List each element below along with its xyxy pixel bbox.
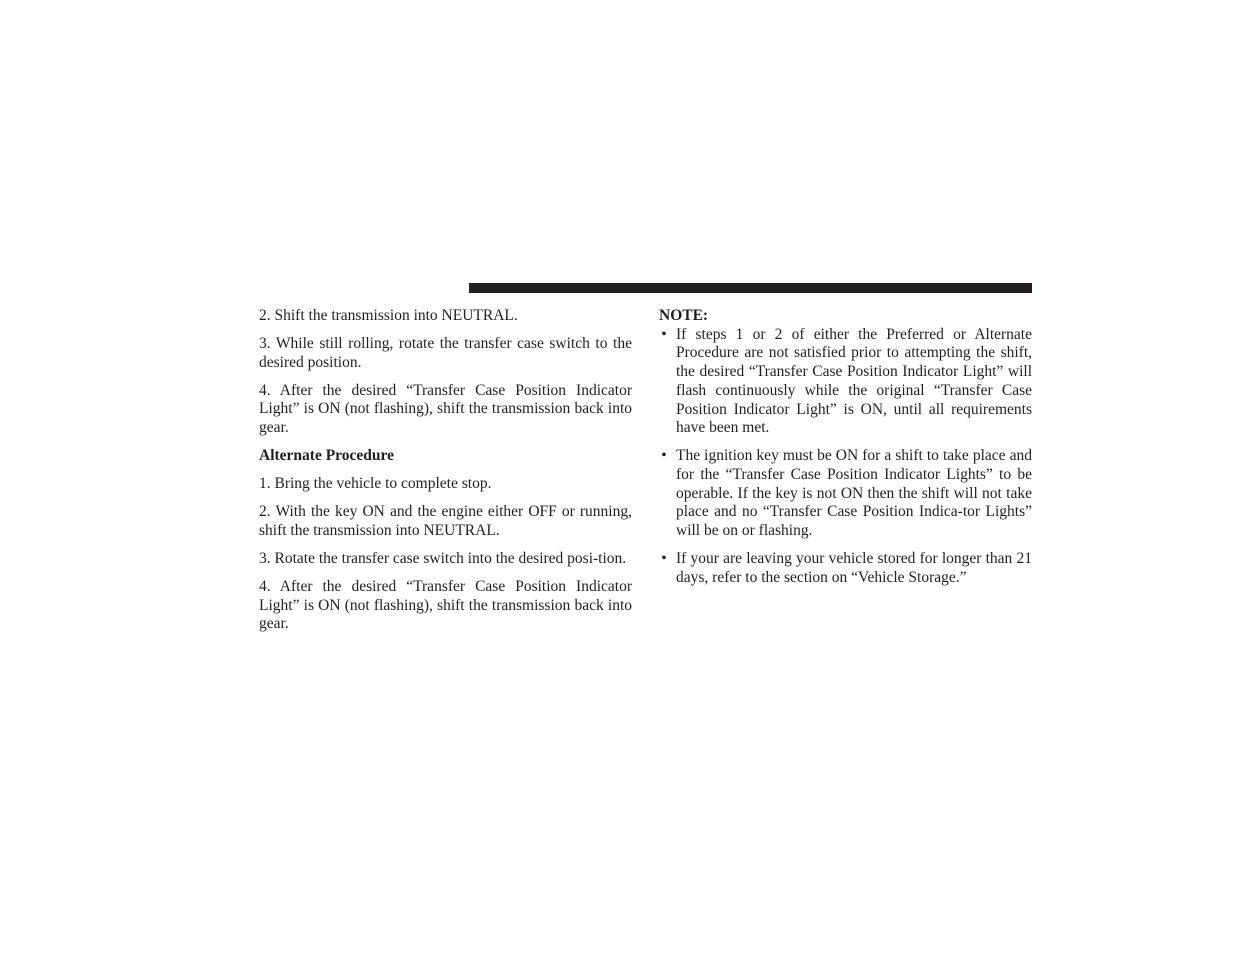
note-item-text: If your are leaving your vehicle stored for longer than 21 days, refer to the section on “Vehicle Storage.”	[676, 550, 1032, 586]
alt-step-4: 4. After the desired “Transfer Case Position Indicator Light” is ON (not flashing), shift the transmission back into gear.	[259, 577, 632, 633]
alternate-procedure-heading: Alternate Procedure	[259, 447, 395, 465]
left-column	[259, 307, 632, 643]
step-3-rotate-switch: 3. While still rolling, rotate the transfer case switch to the desired position.	[259, 335, 632, 371]
note-list	[659, 326, 1032, 588]
bullet-icon: •	[661, 325, 667, 343]
note-heading: NOTE:	[659, 307, 709, 324]
step-2-shift-neutral: 2. Shift the transmission into NEUTRAL.	[259, 307, 518, 324]
right-column	[659, 307, 1032, 597]
step-4-shift-back: 4. After the desired “Transfer Case Position Indicator Light” is ON (not flashing), shift the transmission back into gear.	[259, 381, 632, 437]
note-item-text: If steps 1 or 2 of either the Preferred or Alternate Procedure are not satisfied prior to attempting the shift, the desired “Transfer Case Position Indicator Light” will flash continuously while the original “Transfer Case Position Indicator Light” is ON, until all requirements have been met.	[676, 325, 1032, 437]
note-item-2	[659, 447, 1032, 541]
note-item-3	[659, 550, 1032, 587]
note-item-1	[659, 326, 1032, 438]
alt-step-2: 2. With the key ON and the engine either OFF or running, shift the transmission into NEUTRAL.	[259, 503, 632, 539]
alt-step-3: 3. Rotate the transfer case switch into the desired posi-tion.	[259, 549, 627, 567]
header-rule	[469, 283, 1032, 293]
bullet-icon: •	[661, 550, 667, 568]
bullet-icon: •	[661, 447, 667, 465]
note-item-text: The ignition key must be ON for a shift to take place and for the “Transfer Case Position Indicator Lights” to be operable. If the key is not ON then the shift will not take place and no “Transfer Case Position Indica-tor Lights” will be on or flashing.	[676, 447, 1032, 540]
alt-step-1: 1. Bring the vehicle to complete stop.	[259, 475, 492, 493]
